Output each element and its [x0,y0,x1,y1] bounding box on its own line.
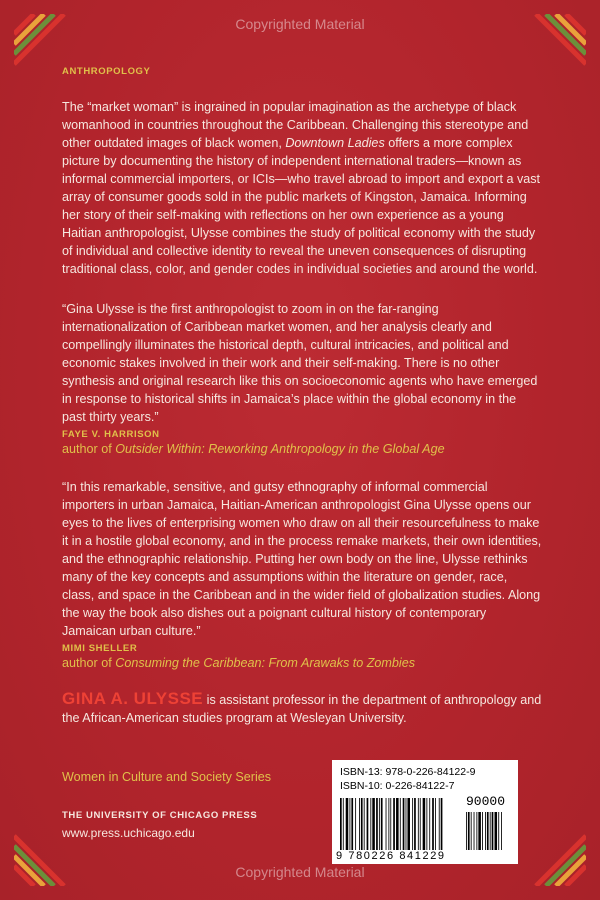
barcode-bar [420,798,421,850]
barcode-bar [495,812,498,850]
barcode-bar [400,798,401,850]
barcode-bar [403,798,405,850]
barcode-bar [359,798,360,850]
barcode-bar [340,798,342,850]
publisher-url[interactable]: www.press.uchicago.edu [62,826,195,840]
barcode-bar [350,798,351,850]
isbn-barcode-box [332,760,518,864]
barcode-bar [386,798,387,850]
barcode-bar [376,798,378,850]
blurb-author-book: author of Outsider Within: Reworking Anthropology in the Global Age [62,442,445,456]
barcode-bar [343,798,344,850]
blurb-quote: “Gina Ulysse is the first anthropologist to zoom in on the far-ranging internationalization of Caribbean market women, and her analysis clearly and compellingly illuminates the historical depth, cultural intricacies, and political and economic stakes involved in their work and their self-making. There is no other synthesis and original research like this on socioeconomic agents who have emerged in response to historical shifts in Jamaica’s place within the global economy in the past thirty years.” [62,302,538,424]
book-description: The “market woman” is ingrained in popular imagination as the archetype of black womanhood in countries throughout the Caribbean. Challenging this stereotype and other outdated images of black women, Downtown Ladies offers a more complex picture by documenting the history of independent international traders—known as informal commercial importers, or ICIs—who travel abroad to import and export a vast array of consumer goods sold in the public markets of Kingston, Jamaica. Informing her story of their self-making with reflections on her own experience as a young Haitian anthropologist, Ulysse combines the study of political economy with the study of individual and collective identity to reveal the uneven consequences of disrupting traditional class, color, and gender codes in individual societies and around the world. [62,100,541,276]
author-bio: GINA A. ULYSSE is assistant professor in the department of anthropology and the African-American studies program at Wesleyan University. [62,689,542,725]
barcode-bar [432,798,434,850]
barcode-bar [393,798,395,850]
barcode-bar [471,812,472,850]
barcode-bar [390,798,391,850]
barcode-bar [381,798,383,850]
book-title-italic: Downtown Ladies [285,136,385,150]
barcode-bar [498,812,499,850]
barcode-bar [346,798,349,850]
barcode-bar [418,798,419,850]
barcode-bar [351,798,353,850]
barcode-bar [426,798,427,850]
price-code: 90000 [466,794,506,809]
barcode-bar [485,812,486,850]
author-name: GINA A. ULYSSE [62,689,204,708]
barcode-bar [466,812,467,850]
blurb-author-name: MIMI SHELLER [62,643,138,654]
cover-text-column [62,66,542,727]
barcode-bar [482,812,483,850]
barcode-bar [468,812,470,850]
barcode-bar [355,798,356,850]
barcode-bar [439,798,440,850]
barcode-bar [372,798,375,850]
barcode-bar [370,798,371,850]
barcode-graphic [338,798,512,850]
barcode-bar [367,798,369,850]
barcode-bar [414,798,416,850]
isbn-13: ISBN-13: 978-0-226-84122-9 [340,766,476,778]
publisher-name: THE UNIVERSITY OF CHICAGO PRESS [62,810,258,821]
barcode-digits: 9 780226 841229 [336,850,446,862]
barcode-bar [490,812,491,850]
barcode-bar [478,812,481,850]
barcode-bar [406,798,407,850]
series-name: Women in Culture and Society Series [62,770,272,784]
barcode-bar [364,798,365,850]
barcode-bar [429,798,430,850]
barcode-bar [476,812,477,850]
blurb-author-book: author of Consuming the Caribbean: From Arawaks to Zombies [62,656,416,670]
watermark-top: Copyrighted Material [235,16,365,32]
watermark-bottom: Copyrighted Material [235,864,365,880]
barcode-bar [474,812,475,850]
barcode-bar [501,812,502,850]
barcode-bar [396,798,399,850]
barcode-bar [388,798,389,850]
isbn-10: ISBN-10: 0-226-84122-7 [340,780,455,792]
barcode-bar [361,798,363,850]
barcode-bar [435,798,436,850]
blurb-quote: “In this remarkable, sensitive, and gutsy ethnography of informal commercial importers in urban Jamaica, Haitian-American anthropologist Gina Ulysse opens our eyes to the lives of enterprising women who draw on all their resourcefulness to make it in a hostile global economy, and in the process remake markets, their own identities, and the ethnographic relationship. Putting her own body on the line, Ulysse rethinks many of the key concepts and assumptions within the literature on gender, race, class, and space in the Caribbean and in the wider field of globalization studies. Along the way the book also dishes out a poignant cultural history of contemporary Jamaican urban culture.” [62,480,542,638]
barcode-bar [412,798,413,850]
barcode-bar [492,812,494,850]
blurb-author-name: FAYE V. HARRISON [62,429,160,440]
barcode-bar [407,798,410,850]
barcode-bar [379,798,380,850]
barcode-bar [423,798,426,850]
category-label: ANTHROPOLOGY [62,66,151,77]
barcode-bar [441,798,443,850]
barcode-bar [487,812,489,850]
